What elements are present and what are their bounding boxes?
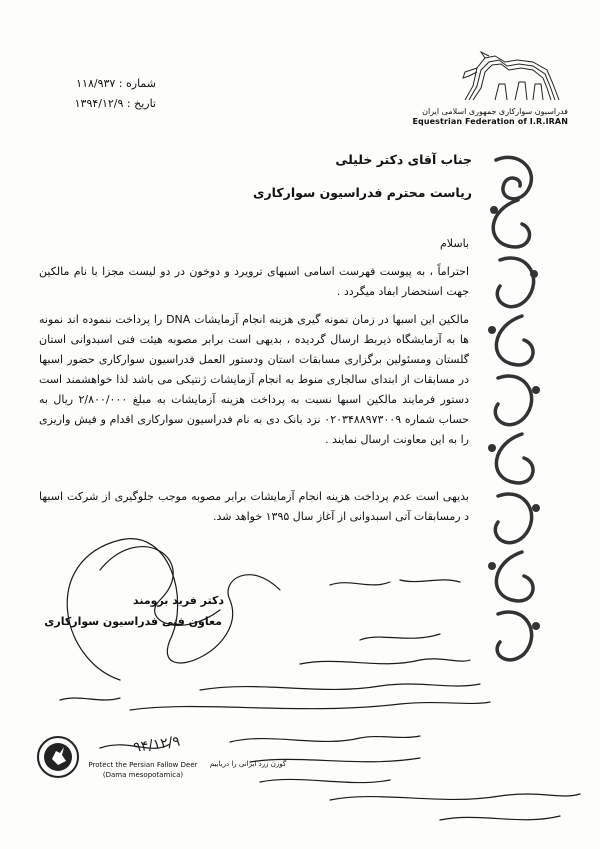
footer-slogan-en — [88, 760, 198, 780]
signatory-title: معاون فنی فدراسیون سوارکاری — [44, 615, 222, 628]
letter-meta — [66, 74, 156, 114]
handwritten-date: ۹۴/۱۲/۹ — [132, 733, 182, 756]
footer-slogan-en-line1: Protect the Persian Fallow Deer — [88, 761, 198, 769]
paragraph-intro: احتراماً ، به پیوست فهرست اسامی اسبهای ترویرد و دوخون در دو لیست مجزا با نام مالکین جهت استحضار ابفاد میگردد . — [39, 265, 469, 298]
recipient-name: جناب آقای دکتر خلیلی — [335, 152, 472, 167]
recipient-title: ریاست محترم فدراسیون سوارکاری — [253, 185, 472, 200]
paragraph-main: مالکین این اسبها در زمان نمونه گیری هزینه انجام آزمایشات DNA را پرداخت ننموده اند نمونه ها به آزمایشگاه ذیربط ارسال گردیده ، بدیهی است برابر مصوبه هیئت فنی اسبدوانی استان گلستان ومسئولین برگزاری مسابقات استان ودستور العمل فدراسیون سوارکاری حضور اسبها در مسابقات از ابتدای سالجاری منوط به انجام آزمایشات ژنتیکی می باشد لذا خواهشمند است دستور فرمایند مالکین اسبها نسبت به پرداخت هزینه آزمایشات به مبلغ ۲/۸۰۰/۰۰۰ ریال به حساب شماره ۰۲۰۳۴۸۸۹۷۳۰۰۹ نزد بانک دی به نام فدراسیون سوارکاری اقدام و فیش واریزی را به این معاونت ارسال نمایند . — [39, 313, 470, 446]
paragraph-closing: بدیهی است عدم پرداخت هزینه انجام آزمایشات برابر مصوبه موجب جلوگیری از شرکت اسبها د رمسابقات آتی اسبدوانی از آغاز سال ۱۳۹۵ خواهد شد. — [39, 490, 469, 523]
deer-logo-icon — [36, 735, 80, 779]
org-name-fa: فدراسیون سوارکاری جمهوری اسلامی ایران — [422, 107, 568, 116]
footer-slogan-fa: گوزن زرد ایرانی را دریابیم — [209, 760, 287, 768]
footer-logo-caption — [22, 780, 94, 786]
greeting: باسلام — [439, 237, 469, 250]
horse-logo-icon — [455, 48, 565, 108]
signatory-name: دکتر فرید برومند — [132, 594, 224, 607]
signature-stroke — [67, 539, 280, 680]
letter-number: شماره : ۱۱۸/۹۳۷ — [76, 77, 156, 90]
letter-date: تاریخ : ۱۳۹۴/۱۲/۹ — [74, 97, 156, 110]
footer-slogan-en-line2: (Dama mesopotamica) — [102, 771, 184, 779]
ornamental-border — [478, 150, 548, 670]
org-name-en: Equestrian Federation of I.R.IRAN — [412, 117, 568, 126]
